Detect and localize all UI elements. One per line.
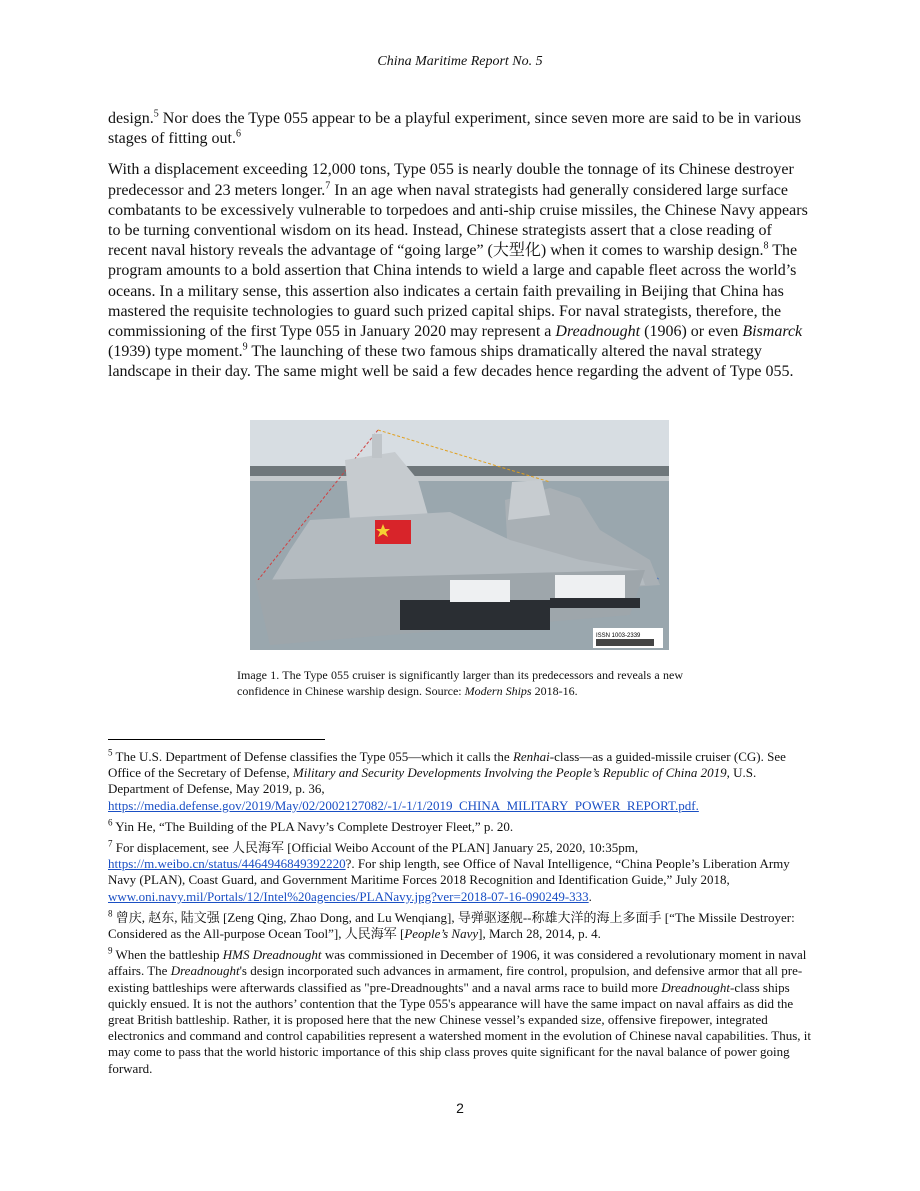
footnote-link[interactable]: https://m.weibo.cn/status/4464946849392220 bbox=[108, 856, 346, 872]
text-run: With a displacement exceeding 12,000 tons, Type 055 is nearly double the tonnage of its Chinese destroyer predecessor and 23 meters longer. bbox=[108, 161, 794, 199]
body-text bbox=[108, 109, 812, 394]
footnote-number: 8 bbox=[108, 908, 113, 919]
ship-name: Bismarck bbox=[742, 323, 803, 341]
footnote-ref[interactable]: 7 bbox=[325, 180, 331, 192]
tugboat-cabin bbox=[450, 580, 510, 602]
ship-illustration bbox=[250, 420, 669, 650]
text-italic: Dreadnought bbox=[661, 979, 731, 995]
text-run: , U.S. Department of Defense, May 2019, p. 36, bbox=[108, 765, 757, 797]
ship-name: Dreadnought bbox=[555, 323, 641, 341]
text-run: For displacement, see 人民海军 [Official Weibo Account of the PLAN] January 25, 2020, 10:35pm, bbox=[112, 840, 639, 856]
text-italic: HMS Dreadnought bbox=[222, 947, 322, 963]
main-ship-antenna bbox=[372, 434, 382, 458]
footnote-7 bbox=[108, 840, 814, 905]
text-run: (1906) or even bbox=[640, 323, 743, 341]
tugboat-2-hull bbox=[550, 598, 640, 608]
text-run: -class—as a guided-missile cruiser (CG). See Office of the Secretary of Defense, bbox=[108, 749, 786, 781]
text-run: 曾庆, 赵东, 陆文强 [Zeng Qing, Zhao Dong, and Lu Wenqiang], 导弹驱逐舰--称雄大洋的海上多面手 [“The Missile Destroyer: Considered as the All-purpose Ocean Tool”], 人民海军 [ bbox=[108, 909, 795, 942]
type-055-photo bbox=[250, 420, 669, 650]
issn-label: ISSN 1003-2339 bbox=[596, 633, 641, 639]
footnote-ref[interactable]: 5 bbox=[153, 108, 159, 120]
barcode bbox=[596, 639, 654, 646]
image-caption bbox=[237, 668, 683, 699]
text-run: The U.S. Department of Defense classifies the Type 055—which it calls the bbox=[112, 749, 513, 764]
footnote-6 bbox=[108, 819, 814, 835]
tugboat-hull bbox=[400, 600, 550, 630]
text-run: design. bbox=[108, 110, 154, 127]
text-run: (1939) type moment. bbox=[108, 343, 243, 361]
page-number: 2 bbox=[456, 1100, 464, 1116]
footnote-5 bbox=[108, 749, 814, 814]
text-run: ?. For ship length, see Office of Naval Intelligence, “China People’s Liberation Army Navy (PLAN), Coast Guard, and Government Maritime Forces 2018 Recognition and Identification Guide,” July 2018, bbox=[108, 856, 790, 888]
footnote-separator bbox=[108, 739, 325, 740]
text-italic: Military and Security Developments Involving the People’s Republic of China 2019 bbox=[292, 765, 727, 781]
text-run: . bbox=[588, 888, 592, 904]
text-run: When the battleship bbox=[112, 947, 223, 963]
text-italic: Renhai bbox=[512, 749, 550, 764]
footnote-9 bbox=[108, 947, 814, 1077]
breakwater-edge bbox=[250, 476, 669, 481]
text-run: -class ships quickly ensued. It is not the authors’ contention that the Type 055's appearance will have the same impact on naval affairs as did the great British battleship. Rather, it is proposed here that the new Chinese vessel’s expanded size, offensive firepower, integrated electronics and command and control capabilities represent a watershed moment in the evolution of Chinese naval capabilities. Thus, it may come to pass that the world historic importance of this ship class proves quite significant for the naval balance of power going forward. bbox=[108, 979, 811, 1076]
text-run: Nor does the Type 055 appear to be a playful experiment, since seven more are said to be in various stages of fitting out. bbox=[108, 110, 802, 148]
text-run: The program amounts to a bold assertion that China intends to wield a large and capable fleet across the world’s oceans. In a military sense, this assertion also indicates a certain faith prevailing in Beijing that China has mastered the requisite technologies to guard such prized capital ships. For naval strategists, therefore, the commissioning of the first Type 055 in January 2020 may represent a bbox=[108, 242, 798, 341]
footnotes bbox=[108, 749, 814, 1082]
text-run: ], March 28, 2014, p. 4. bbox=[478, 926, 601, 942]
paragraph-2 bbox=[108, 160, 812, 382]
footnote-ref[interactable]: 6 bbox=[235, 128, 241, 140]
caption-text: Image 1. The Type 055 cruiser is significantly larger than its predecessors and reveals a new confidence in Chinese warship design. Source: bbox=[237, 668, 683, 698]
running-header: China Maritime Report No. 5 bbox=[377, 54, 543, 69]
footnote-8 bbox=[108, 910, 814, 942]
caption-text: 2018-16. bbox=[531, 683, 578, 698]
text-italic: People’s Navy bbox=[404, 926, 479, 942]
text-run: 's design incorporated such advances in armament, fire control, propulsion, and defensive armor that all pre-existing battleships were afterwards classified as "pre-Dreadnoughts" and a naval arms race to build more bbox=[108, 963, 803, 995]
caption-source: Modern Ships bbox=[464, 683, 532, 698]
text-run: was commissioned in December of 1906, it was considered a revolutionary moment in naval affairs. The bbox=[108, 947, 807, 979]
text-italic: Dreadnought bbox=[170, 963, 240, 979]
tugboat-2-cabin bbox=[555, 575, 625, 600]
footnote-number: 9 bbox=[108, 945, 113, 956]
text-run: Yin He, “The Building of the PLA Navy’s Complete Destroyer Fleet,” p. 20. bbox=[112, 818, 514, 834]
text-run: In an age when naval strategists had generally considered large surface combatants to be excessively vulnerable to torpedoes and anti-ship cruise missiles, the Chinese Navy appears to be turning conventional wisdom on its head. Instead, Chinese strategists assert that a close reading of recent naval history reveals the advantage of “going large” (大型化) when it comes to warship design. bbox=[108, 181, 808, 260]
footnote-number: 6 bbox=[108, 817, 113, 828]
footnote-ref[interactable]: 9 bbox=[242, 341, 248, 353]
text-run: The launching of these two famous ships dramatically altered the naval strategy landscape in their day. The same might well be said a few decades hence regarding the advent of Type 055. bbox=[108, 343, 794, 381]
footnote-number: 7 bbox=[108, 838, 113, 849]
paragraph-1 bbox=[108, 109, 812, 149]
footnote-ref[interactable]: 8 bbox=[763, 240, 769, 252]
footnote-link[interactable]: www.oni.navy.mil/Portals/12/Intel%20agencies/PLANavy.jpg?ver=2018-07-16-090249-333 bbox=[108, 888, 589, 904]
footnote-link[interactable]: https://media.defense.gov/2019/May/02/2002127082/-1/-1/1/2019_CHINA_MILITARY_POWER_REPORT.pdf. bbox=[108, 797, 699, 813]
footnote-number: 5 bbox=[108, 747, 113, 758]
